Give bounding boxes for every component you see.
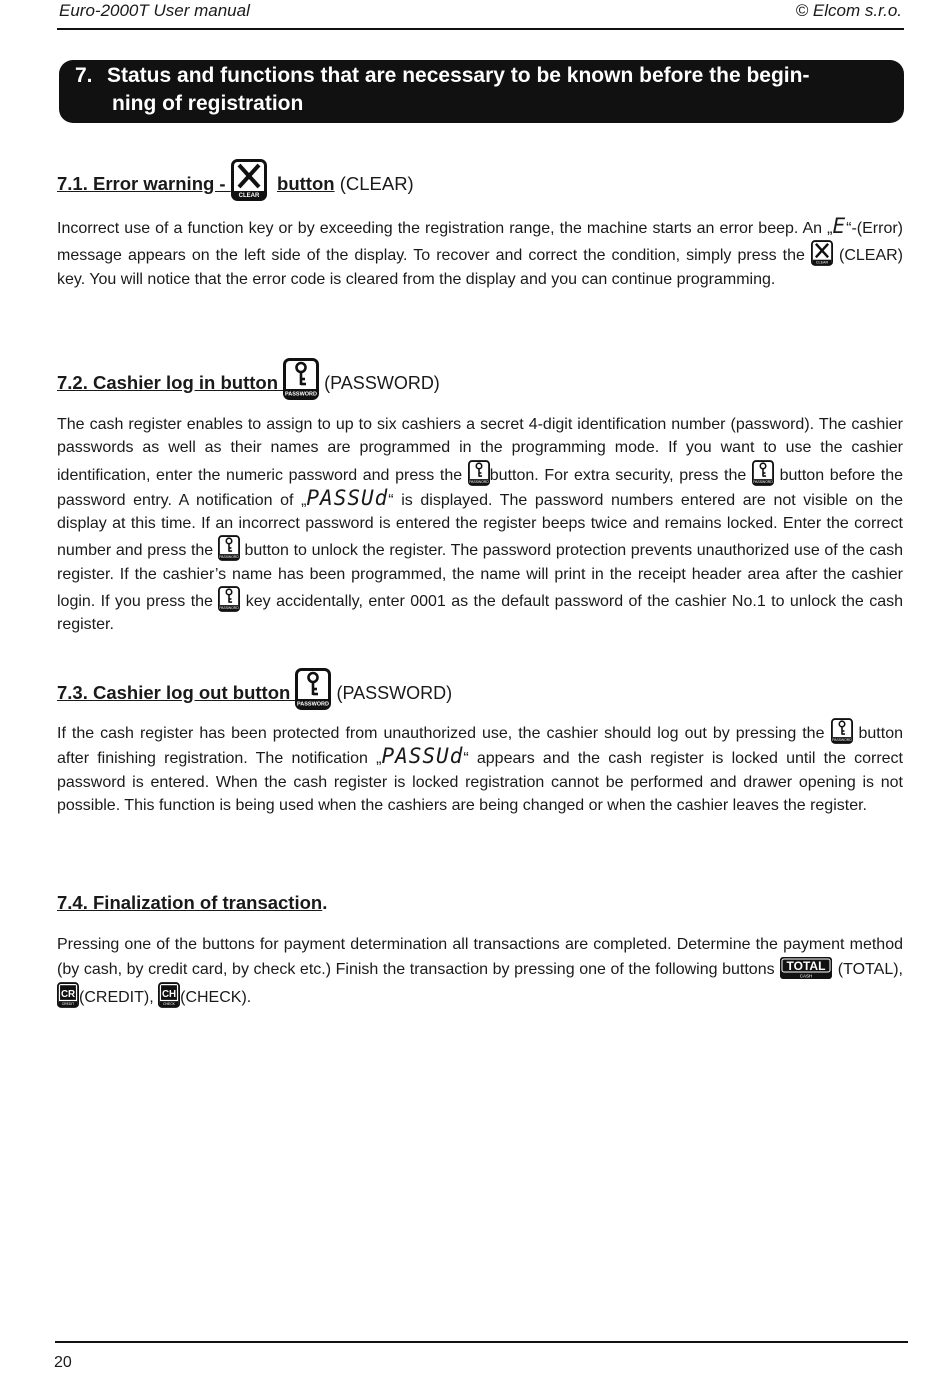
svg-text:CHECK: CHECK (163, 1001, 175, 1006)
svg-text:PASSWORD: PASSWORD (219, 555, 239, 560)
svg-text:CLEAR: CLEAR (815, 260, 829, 265)
svg-text:PASSWORD: PASSWORD (469, 479, 489, 484)
section-7-1-heading: 7.1. Error warning - CLEAR button (CLEAR) (57, 159, 414, 201)
footer-rule (55, 1341, 908, 1343)
section-7-4-heading: 7.4. Finalization of transaction. (57, 892, 328, 913)
copyright: © Elcom s.r.o. (795, 1, 902, 20)
password-key-icon (468, 460, 490, 486)
svg-text:CREDIT: CREDIT (61, 1001, 75, 1006)
total-key-icon (779, 956, 833, 980)
section-7-2-text: The cash register enables to assign to up to six cashiers a secret 4-digit identification number (password). The cashier passwords as well as their names are programmed in the programming mode. If you want to use the cashier identification, enter the numeric password and press the PASSWORD button. For extra security, press the PASSWORD button before the password entry. A notification of „PASSUd“ is displayed. The password numbers entered are not visible on the display at this time. If an incorrect password is entered the register beeps twice and remains locked. Enter the correct number and press the PASSWORD button to unlock the register. The password protection prevents unauthorized use of the cash register. If the cashier’s name has been programmed, the name will print in the receipt header area after the cashier login. If you press the PASSWORD key accidentally, enter 0001 as the default password of the cashier No.1 to unlock the cash register. (57, 416, 904, 634)
chapter-title-line1: Status and functions that are necessary to be known before the begin- (107, 64, 810, 87)
password-display-glyph: PASSUd (381, 744, 464, 769)
section-7-3-text: If the cash register has been protected from unauthorized use, the cashier should log out by pressing the PASSWORD button after finishing registration. The notification „PASSUd“ appears and the cash register is locked until the correct password is entered. When the cash register is locked registration cannot be performed and drawer opening is not possible. This function is being used when the cashiers are being changed or when the cashier leaves the register. (57, 718, 903, 817)
password-key-icon (295, 668, 331, 710)
error-display-glyph: E (832, 214, 847, 238)
section-7-3-heading: 7.3. Cashier log out button PASSWORD (PASSWORD) (57, 668, 452, 710)
svg-text:CH: CH (162, 988, 177, 1000)
credit-key-icon (57, 982, 79, 1008)
password-key-icon (752, 460, 774, 486)
svg-text:PASSWORD: PASSWORD (753, 479, 773, 484)
password-display-glyph: PASSUd (306, 485, 389, 510)
chapter-banner (59, 60, 904, 123)
clear-key-icon (231, 159, 267, 201)
clear-key-icon (811, 240, 833, 266)
svg-text:CASH: CASH (799, 973, 813, 979)
password-key-icon (218, 535, 240, 561)
svg-text:CLEAR: CLEAR (238, 193, 260, 199)
section-7-1-text: Incorrect use of a function key or by exceeding the registration range, the machine starts an error beep. An „E“-(Error) message appears on the left side of the display. To recover and correct the condition, simply press the CLEAR (CLEAR) key. You will notice that the error code is cleared from the display and you can continue programming. (57, 214, 904, 288)
section-7-4-text: Pressing one of the buttons for payment determination all transactions are completed. Determine the payment method (by cash, by credit card, by check etc.) Finish the transaction by pressing one of the following buttons TOTAL CASH (TOTAL), CR CREDIT (CREDIT), CH CHECK (CHECK). (57, 936, 903, 1006)
section-7-2-heading: 7.2. Cashier log in button PASSWORD (PASSWORD) (57, 358, 440, 400)
chapter-title-line2: ning of registration (112, 92, 304, 115)
password-key-icon (283, 358, 319, 400)
manual-title: Euro-2000T User manual (59, 1, 250, 20)
chapter-number: 7. (75, 64, 93, 87)
svg-text:TOTAL: TOTAL (786, 959, 826, 974)
page-header (57, 0, 904, 30)
password-key-icon (831, 718, 853, 744)
password-key-icon (218, 586, 240, 612)
page-number: 20 (54, 1354, 72, 1371)
svg-text:PASSWORD: PASSWORD (831, 738, 852, 743)
svg-text:PASSWORD: PASSWORD (297, 701, 330, 708)
svg-text:PASSWORD: PASSWORD (219, 606, 240, 611)
svg-text:CR: CR (60, 988, 76, 1000)
svg-text:PASSWORD: PASSWORD (285, 391, 318, 398)
check-key-icon (158, 982, 180, 1008)
